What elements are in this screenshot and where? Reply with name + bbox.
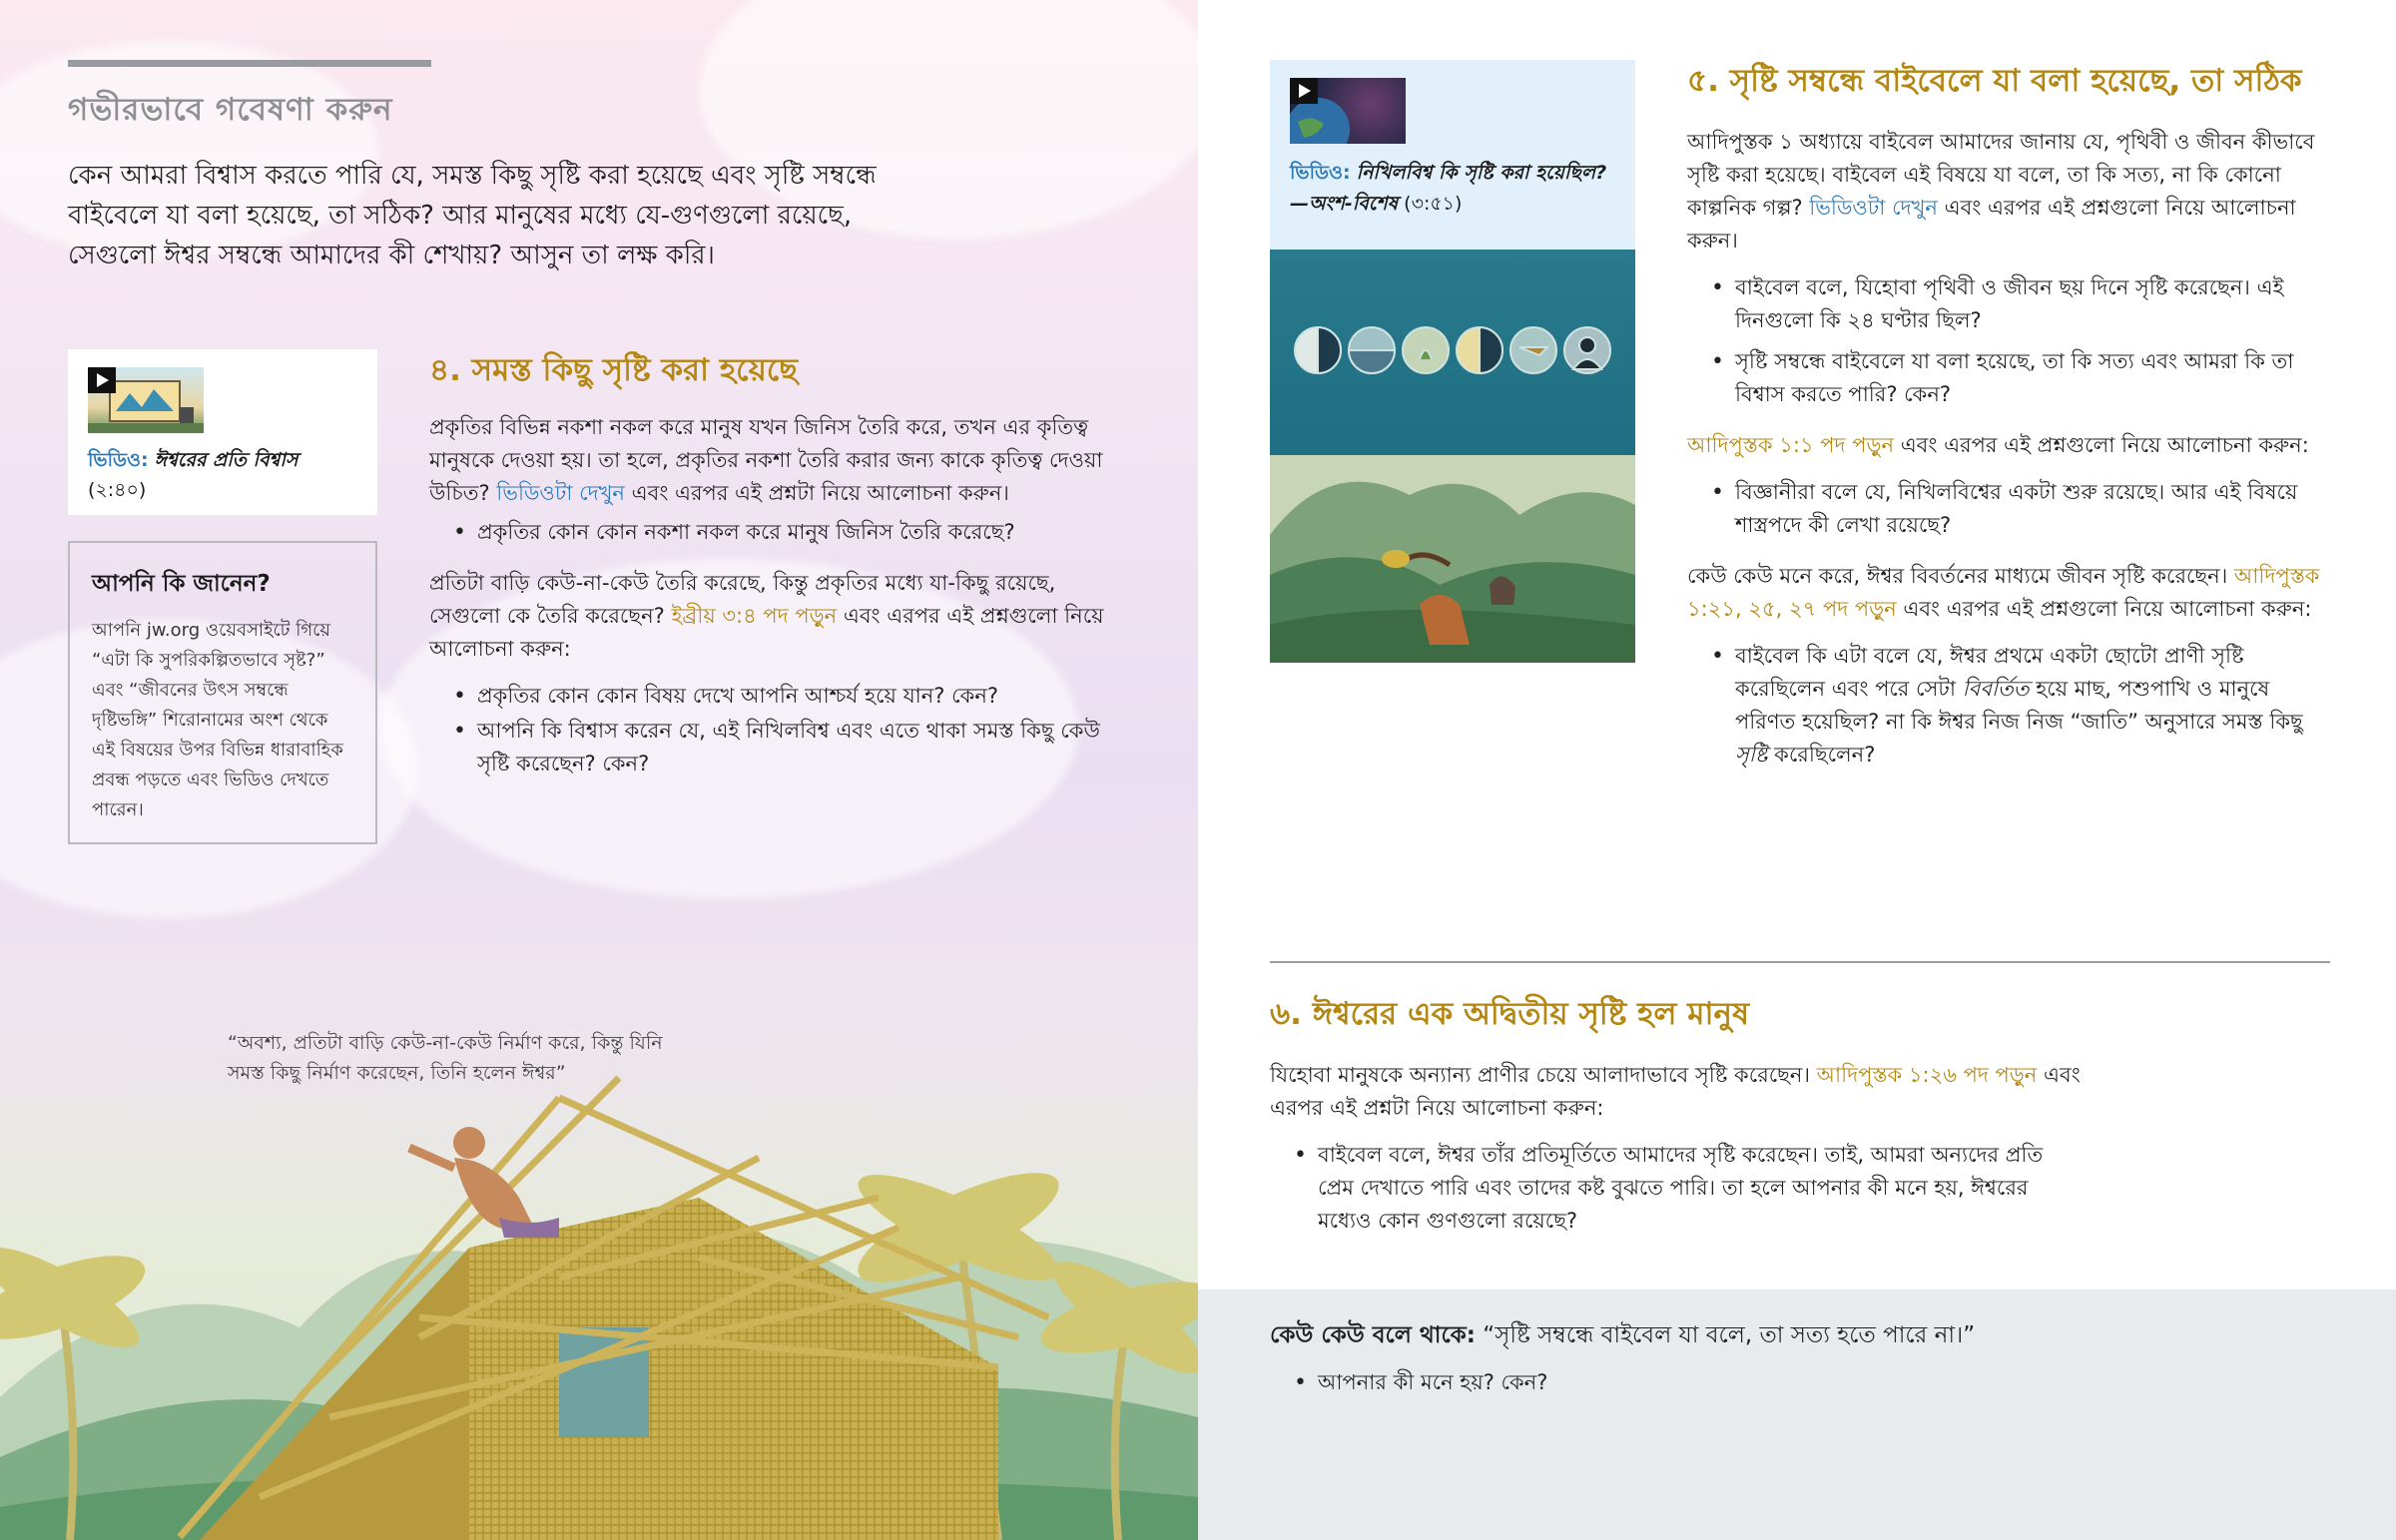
video-thumbnail[interactable] <box>88 367 204 433</box>
right-page <box>1198 0 2396 1540</box>
scripture-link-genesis-1-26[interactable]: আদিপুস্তক ১:২৬ পদ পড়ুন <box>1816 1063 2038 1087</box>
section-6-heading: ৬. ঈশ্বরের এক অদ্বিতীয় সৃষ্টি হল মানুষ <box>1270 996 1750 1032</box>
text-run: এবং এরপর এই প্রশ্নগুলো নিয়ে আলোচনা করুন: <box>429 604 1104 661</box>
scripture-link-genesis-1-21[interactable]: আদিপুস্তক ১:২১, ২৫, ২৭ পদ পড়ুন <box>1687 564 2320 621</box>
list-item <box>1687 640 2332 771</box>
nature-panel <box>1270 455 1635 663</box>
header-rule <box>68 60 431 67</box>
list-item: • বাইবেল বলে, যিহোবা পৃথিবী ও জীবন ছয় দিনে সৃষ্টি করেছেন। এই দিনগুলো কি ২৪ ঘণ্টার ছিল? <box>1687 271 2332 337</box>
section-6 <box>1270 991 2330 1238</box>
section-5-bullets-2 <box>1687 476 2332 542</box>
section-5-heading: ৫. সৃষ্টি সম্বন্ধে বাইবেলে যা বলা হয়েছে, তা সঠিক <box>1687 63 2302 99</box>
text-run: প্রতিটা বাড়ি কেউ-না-কেউ তৈরি করেছে, কিন্তু প্রকৃতির মধ্যে যা-কিছু রয়েছে, সেগুলো কে তৈরি করেছেন? <box>429 571 1056 628</box>
text-run: এবং এরপর এই প্রশ্নগুলো নিয়ে আলোচনা করুন: <box>1900 433 2309 457</box>
play-icon[interactable] <box>1290 78 1318 104</box>
video-duration: (৩:৫১) <box>1404 193 1463 215</box>
intro-paragraph: কেন আমরা বিশ্বাস করতে পারি যে, সমস্ত কিছু সৃষ্টি করা হয়েছে এবং সৃষ্টি সম্বন্ধে বাইবেলে যা বলা হয়েছে, তা সঠিক? আর মানুষের মধ্যে যে-গুণগুলো রয়েছে, সেগুলো ঈশ্বর সম্বন্ধে আমাদের কী শেখায়? আসুন তা লক্ষ করি। <box>68 161 877 270</box>
play-icon[interactable] <box>88 367 116 393</box>
some-say-box <box>1198 1289 2396 1540</box>
section-divider <box>1270 961 2330 963</box>
list-item: • প্রকৃতির কোন কোন নকশা নকল করে মানুষ জিনিস তৈরি করেছে? <box>429 516 1128 549</box>
scripture-link-hebrews[interactable]: ইব্রীয় ৩:৪ পদ পড়ুন <box>671 604 838 628</box>
some-say-quote: “সৃষ্টি সম্বন্ধে বাইবেল যা বলে, তা সত্য হতে পারে না।” <box>1483 1322 1976 1348</box>
some-say-bullets <box>1270 1366 2324 1399</box>
bamboo-house-illustration <box>0 898 1198 1540</box>
emphasis: সৃষ্টি <box>1735 743 1768 767</box>
some-say-lead: কেউ কেউ বলে থাকে: <box>1270 1322 1476 1348</box>
creation-days-panel <box>1270 250 1635 455</box>
did-you-know-body: আপনি jw.org ওয়েবসাইটে গিয়ে “এটা কি সুপরিকল্পিতভাবে সৃষ্ট?” এবং “জীবনের উৎস সম্বন্ধে দৃষ্টিভঙ্গি” শিরোনামের অংশ থেকে এই বিষয়ের উপর বিভিন্ন ধারাবাহিক প্রবন্ধ পড়তে এবং ভিডিও দেখতে পারেন। <box>92 620 343 820</box>
text-run: এবং এরপর এই প্রশ্নটা নিয়ে আলোচনা করুন। <box>631 481 1009 505</box>
text-run: বাইবেল কি এটা বলে যে, ঈশ্বর প্রথমে একটা ছোটো প্রাণী সৃষ্টি করেছিলেন এবং পরে সেটা <box>1735 644 2244 701</box>
list-item: • আপনার কী মনে হয়? কেন? <box>1270 1366 2324 1399</box>
text-run: যিহোবা মানুষকে অন্যান্য প্রাণীর চেয়ে আলাদাভাবে সৃষ্টি করেছেন। <box>1270 1063 1810 1087</box>
video-thumbnail[interactable] <box>1290 78 1406 144</box>
section-5-paragraph-2 <box>1687 429 2332 462</box>
section-4-heading: ৪. সমস্ত কিছু সৃষ্টি করা হয়েছে <box>429 352 799 388</box>
text-run: আদিপুস্তক ১ অধ্যায়ে বাইবেল আমাদের জানায় যে, পৃথিবী ও জীবন কীভাবে সৃষ্টি করা হয়েছে। বাইবেল এই বিষয়ে যা বলে, তা কি সত্য, না কি কোনো কাল্পনিক গল্প? <box>1687 130 2315 220</box>
text-run: এবং এরপর এই প্রশ্নগুলো নিয়ে আলোচনা করুন। <box>1687 196 2296 253</box>
section-4-bullets-2 <box>429 680 1128 780</box>
section-4-bullets-1 <box>429 516 1128 549</box>
did-you-know-title: আপনি কি জানেন? <box>92 571 271 597</box>
video-title[interactable]: নিখিলবিশ্ব কি সৃষ্টি করা হয়েছিল?—অংশ-বিশেষ <box>1290 162 1607 215</box>
video-title[interactable]: ঈশ্বরের প্রতি বিশ্বাস <box>154 449 299 471</box>
list-item: • বাইবেল বলে, ঈশ্বর তাঁর প্রতিমূর্তিতে আমাদের সৃষ্টি করেছেন। তাই, আমরা অন্যদের প্রতি প্রেম দেখাতে পারি এবং তাদের কষ্ট বুঝতে পারি। তা হলে আপনার কী মনে হয়, ঈশ্বরের মধ্যেও কোন গুণগুলো রয়েছে? <box>1270 1139 2049 1238</box>
section-5 <box>1687 58 2332 771</box>
list-item: • সৃষ্টি সম্বন্ধে বাইবেলে যা বলা হয়েছে, তা কি সত্য এবং আমরা কি তা বিশ্বাস করতে পারি? কেন? <box>1687 345 2332 411</box>
video-card-universe[interactable] <box>1270 60 1635 663</box>
text-run: এবং এরপর এই প্রশ্নটা নিয়ে আলোচনা করুন: <box>1270 1063 2081 1120</box>
section-5-bullets-1 <box>1687 271 2332 411</box>
text-run: করেছিলেন? <box>1774 743 1876 767</box>
section-4 <box>429 347 1128 780</box>
list-item: • প্রকৃতির কোন কোন বিষয় দেখে আপনি আশ্চর্য হয়ে যান? কেন? <box>429 680 1128 713</box>
text-run: প্রকৃতির বিভিন্ন নকশা নকল করে মানুষ যখন জিনিস তৈরি করে, তখন এর কৃতিত্ব মানুষকে দেওয়া হয়। তা হলে, প্রকৃতির নকশা তৈরি করার জন্য কাকে কৃতিত্ব দেওয়া উচিত? <box>429 415 1103 505</box>
watch-video-link[interactable]: ভিডিওটা দেখুন <box>496 481 625 505</box>
list-item: • আপনি কি বিশ্বাস করেন যে, এই নিখিলবিশ্ব এবং এতে থাকা সমস্ত কিছু কেউ সৃষ্টি করেছেন? কেন? <box>429 715 1128 780</box>
list-item: • বিজ্ঞানীরা বলে যে, নিখিলবিশ্বের একটা শুরু রয়েছে। আর এই বিষয়ে শাস্ত্রপদে কী লেখা রয়েছে? <box>1687 476 2332 542</box>
illustration-caption: “অবশ্য, প্রতিটা বাড়ি কেউ-না-কেউ নির্মাণ করে, কিন্তু যিনি সমস্ত কিছু নির্মাণ করেছেন, তিনি হলেন ঈশ্বর” <box>228 1032 663 1084</box>
did-you-know-box <box>68 541 377 844</box>
scripture-link-genesis-1-1[interactable]: আদিপুস্তক ১:১ পদ পড়ুন <box>1687 433 1895 457</box>
section-6-paragraph <box>1270 1059 2089 1125</box>
text-run: হয়ে মাছ, পশুপাখি ও মানুষে পরিণত হয়েছিল? না কি ঈশ্বর নিজ নিজ “জাতি” অনুসারে সমস্ত কিছু <box>1735 677 2303 734</box>
video-label: ভিডিও: <box>88 449 149 471</box>
some-say-statement <box>1270 1319 2324 1352</box>
section-5-paragraph-3 <box>1687 560 2332 626</box>
creation-days-illustration <box>1270 250 1635 455</box>
section-6-bullets <box>1270 1139 2049 1238</box>
text-run: এবং এরপর এই প্রশ্নগুলো নিয়ে আলোচনা করুন: <box>1903 597 2312 621</box>
landscape-fox-bird-illustration <box>1270 455 1635 663</box>
watch-video-link[interactable]: ভিডিওটা দেখুন <box>1809 196 1938 220</box>
text-run: কেউ কেউ মনে করে, ঈশ্বর বিবর্তনের মাধ্যমে জীবন সৃষ্টি করেছেন। <box>1687 564 2228 588</box>
video-card-faith[interactable] <box>68 349 377 515</box>
section-5-paragraph-1 <box>1687 126 2332 257</box>
emphasis: বিবর্তিত <box>1962 677 2030 701</box>
section-4-paragraph-2 <box>429 567 1128 666</box>
page-header-title: গভীরভাবে গবেষণা করুন <box>68 92 393 128</box>
section-4-paragraph-1 <box>429 411 1128 510</box>
video-duration: (২:৪০) <box>88 479 147 501</box>
video-label: ভিডিও: <box>1290 162 1351 184</box>
section-5-bullets-3 <box>1687 640 2332 771</box>
